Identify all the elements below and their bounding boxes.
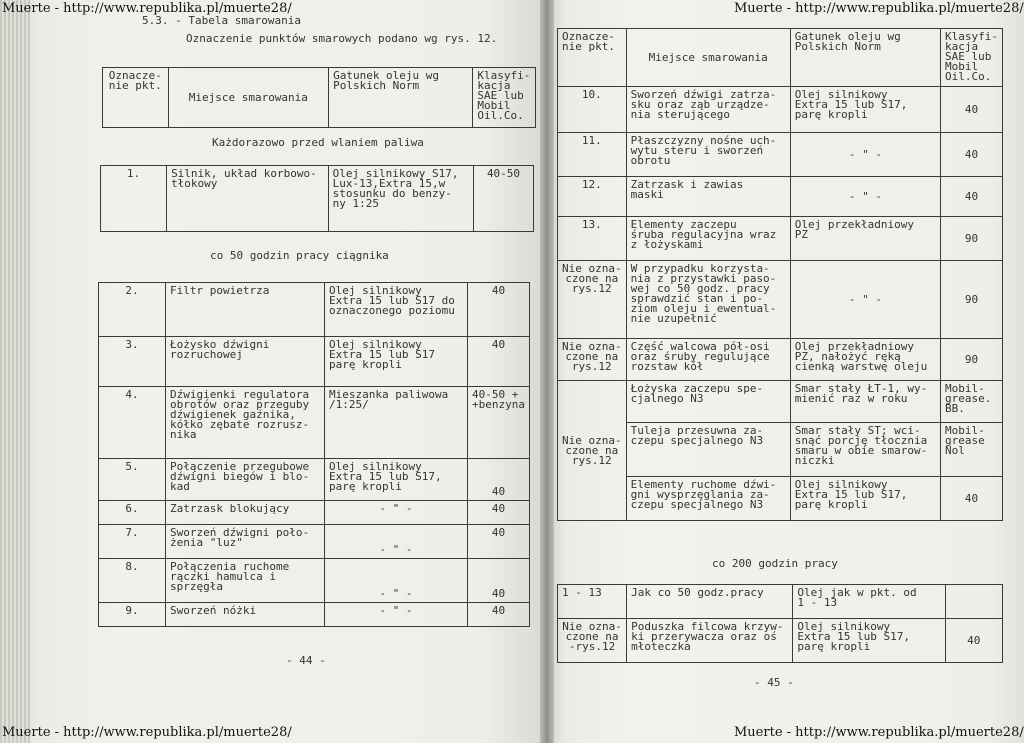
cell: - " - bbox=[325, 559, 468, 603]
cell: 40 bbox=[941, 133, 1003, 177]
subheading-200h: co 200 godzin pracy bbox=[712, 557, 838, 570]
cell: Smar stały ST; wci- snąć porcję tłocznia smaru w obie smarow- niczki bbox=[790, 423, 940, 477]
cell: 2. bbox=[99, 283, 166, 337]
cell: 90 bbox=[941, 217, 1003, 261]
subheading-50h: co 50 godzin pracy ciągnika bbox=[210, 249, 389, 262]
table-row bbox=[99, 603, 530, 627]
cell: Smar stały ŁT-1, wy- mienić raz w roku bbox=[790, 381, 940, 423]
cell: 12. bbox=[558, 177, 627, 217]
cell: 40 bbox=[468, 337, 530, 387]
cell: 40 bbox=[945, 619, 1002, 663]
cell: Olej jak w pkt. od 1 - 13 bbox=[793, 585, 945, 619]
col-header: Klasyfi- kacja SAE lub Mobil Oil.Co. bbox=[473, 68, 536, 128]
cell: Połączenia ruchome rączki hamulca i sprzęgła bbox=[166, 559, 325, 603]
watermark-bottom-left: Muerte - http://www.republika.pl/muerte28/ bbox=[2, 725, 292, 740]
cell: Łożyska zaczepu spe- cjalnego N3 bbox=[626, 381, 790, 423]
table-row bbox=[99, 501, 530, 525]
book-gutter bbox=[540, 0, 554, 743]
cell: 40-50 + +benzyna bbox=[468, 387, 530, 459]
table-row bbox=[99, 283, 530, 337]
page-edge bbox=[0, 0, 30, 743]
cell: - " - bbox=[325, 603, 468, 627]
cell: Nie ozna- czone na rys.12 bbox=[558, 261, 627, 339]
cell: Olej silnikowy Extra 15 lub S17, parę kropli bbox=[793, 619, 945, 663]
cell: - " - bbox=[790, 261, 940, 339]
table-row bbox=[99, 387, 530, 459]
table-row bbox=[558, 619, 1003, 663]
cell: 90 bbox=[941, 261, 1003, 339]
cell: 10. bbox=[558, 87, 627, 133]
cell: 40 bbox=[468, 283, 530, 337]
cell: 3. bbox=[99, 337, 166, 387]
table-header-row bbox=[558, 29, 1003, 87]
table-row bbox=[558, 177, 1003, 217]
table-row bbox=[99, 559, 530, 603]
cell: 4. bbox=[99, 387, 166, 459]
intro-text: Oznaczenie punktów smarowych podano wg rys. 12. bbox=[186, 32, 498, 45]
col-header: Klasyfi- kacja SAE lub Mobil Oil.Co. bbox=[941, 29, 1003, 87]
cell: Olej silnikowy Extra 15 lub S17, parę kropli bbox=[790, 87, 940, 133]
table-row bbox=[99, 337, 530, 387]
cell: 9. bbox=[99, 603, 166, 627]
cell: - " - bbox=[790, 133, 940, 177]
cell: Płaszczyzny nośne uch- wytu steru i sworzeń obrotu bbox=[626, 133, 790, 177]
cell: Dźwigienki regulatora obrotów oraz przeguby dźwigienek gaźnika, kółko zębate rozrusz- nika bbox=[166, 387, 325, 459]
cell: Elementy zaczepu śruba regulacyjna wraz z łożyskami bbox=[626, 217, 790, 261]
left-table-50h bbox=[98, 282, 530, 627]
cell: Elementy ruchome dźwi- gni wysprzęglania za- czepu specjalnego N3 bbox=[626, 477, 790, 521]
cell: Łożysko dźwigni rozruchowej bbox=[166, 337, 325, 387]
col-header: Gatunek oleju wg Polskich Norm bbox=[790, 29, 940, 87]
cell: 8. bbox=[99, 559, 166, 603]
cell: Filtr powietrza bbox=[166, 283, 325, 337]
cell: Olej silnikowy S17, Lux-13,Extra 15,w stosunku do benzy- ny 1:25 bbox=[328, 166, 473, 232]
cell: - " - bbox=[325, 525, 468, 559]
cell: W przypadku korzysta- nia z przystawki paso- wej co 50 godz. pracy sprawdzić stan i po- ziom oleju i ewentual- nie uzupełnić bbox=[626, 261, 790, 339]
cell: Olej przekładniowy PZ, nałożyć ręką cienką warstwę oleju bbox=[790, 339, 940, 381]
cell: 40-50 bbox=[474, 166, 534, 232]
left-table-fueling bbox=[100, 165, 534, 232]
cell: 40 bbox=[468, 459, 530, 501]
cell: 5. bbox=[99, 459, 166, 501]
table-row bbox=[101, 166, 534, 232]
cell: Jak co 50 godz.pracy bbox=[627, 585, 793, 619]
cell: 90 bbox=[941, 339, 1003, 381]
cell: Olej silnikowy Extra 15 lub S17 do oznaczonego poziomu bbox=[325, 283, 468, 337]
cell: - " - bbox=[325, 501, 468, 525]
cell: Sworzeń dźwigni poło- żenia "luz" bbox=[166, 525, 325, 559]
cell: Sworzeń dźwigi zatrza- sku oraz ząb urządze- nia sterującego bbox=[626, 87, 790, 133]
cell: 1 - 13 bbox=[558, 585, 627, 619]
watermark-top-left: Muerte - http://www.republika.pl/muerte28/ bbox=[2, 1, 292, 16]
cell: 40 bbox=[468, 525, 530, 559]
right-table-200h bbox=[557, 584, 1003, 663]
table-row bbox=[558, 339, 1003, 381]
cell: Silnik, układ korbowo- tłokowy bbox=[167, 166, 329, 232]
cell: Poduszka filcowa krzyw- ki przerywacza oraz oś młoteczka bbox=[627, 619, 793, 663]
cell: Mobil- grease Nol bbox=[941, 423, 1003, 477]
table-row bbox=[558, 381, 1003, 423]
page-number-left: - 44 - bbox=[286, 654, 326, 667]
table-row bbox=[99, 525, 530, 559]
cell: 40 bbox=[941, 177, 1003, 217]
cell: 13. bbox=[558, 217, 627, 261]
cell: 40 bbox=[468, 501, 530, 525]
col-header: Miejsce smarowania bbox=[626, 29, 790, 87]
cell: - " - bbox=[790, 177, 940, 217]
cell: 11. bbox=[558, 133, 627, 177]
cell: Zatrzask blokujący bbox=[166, 501, 325, 525]
watermark-top-right: Muerte - http://www.republika.pl/muerte28/ bbox=[734, 1, 1024, 16]
table-row bbox=[558, 217, 1003, 261]
cell: Nie ozna- czone na -rys.12 bbox=[558, 619, 627, 663]
col-header: Gatunek oleju wg Polskich Norm bbox=[329, 68, 473, 128]
cell: 40 bbox=[941, 477, 1003, 521]
cell bbox=[945, 585, 1002, 619]
table-row bbox=[558, 585, 1003, 619]
cell: 1. bbox=[101, 166, 167, 232]
cell: 40 bbox=[468, 559, 530, 603]
watermark-bottom-right: Muerte - http://www.republika.pl/muerte28/ bbox=[734, 725, 1024, 740]
cell: Mobil- grease. BB. bbox=[941, 381, 1003, 423]
cell: Nie ozna- czone na rys.12 bbox=[558, 339, 627, 381]
table-row bbox=[99, 459, 530, 501]
cell: Olej silnikowy Extra 15 lub S17, parę kropli bbox=[790, 477, 940, 521]
page-number-right: - 45 - bbox=[754, 676, 794, 689]
cell: Nie ozna- czone na rys.12 bbox=[558, 381, 627, 521]
cell: Mieszanka paliwowa /1:25/ bbox=[325, 387, 468, 459]
cell: Tuleja przesuwna za- czepu specjalnego N3 bbox=[626, 423, 790, 477]
cell: Olej przekładniowy PZ bbox=[790, 217, 940, 261]
subheading-each-fueling: Każdorazowo przed wlaniem paliwa bbox=[212, 136, 424, 149]
cell: Połączenie przegubowe dźwigni biegów i blo- kad bbox=[166, 459, 325, 501]
cell: Część walcowa pół-osi oraz śruby regulujące rozstaw kół bbox=[626, 339, 790, 381]
col-header: Oznacze- nie pkt. bbox=[558, 29, 627, 87]
cell: Olej silnikowy Extra 15 lub S17, parę kropli bbox=[325, 459, 468, 501]
cell: 40 bbox=[468, 603, 530, 627]
section-title: 5.3. - Tabela smarowania bbox=[142, 14, 301, 27]
right-table-50h bbox=[557, 28, 1003, 521]
table-row bbox=[558, 87, 1003, 133]
col-header: Miejsce smarowania bbox=[168, 68, 328, 128]
col-header: Oznacze- nie pkt. bbox=[103, 68, 169, 128]
table-row bbox=[558, 261, 1003, 339]
cell: Zatrzask i zawias maski bbox=[626, 177, 790, 217]
cell: 7. bbox=[99, 525, 166, 559]
cell: Sworzeń nóżki bbox=[166, 603, 325, 627]
cell: Olej silnikowy Extra 15 lub S17 parę kropli bbox=[325, 337, 468, 387]
left-header-table bbox=[102, 67, 536, 128]
cell: 40 bbox=[941, 87, 1003, 133]
cell: 6. bbox=[99, 501, 166, 525]
table-row bbox=[558, 133, 1003, 177]
